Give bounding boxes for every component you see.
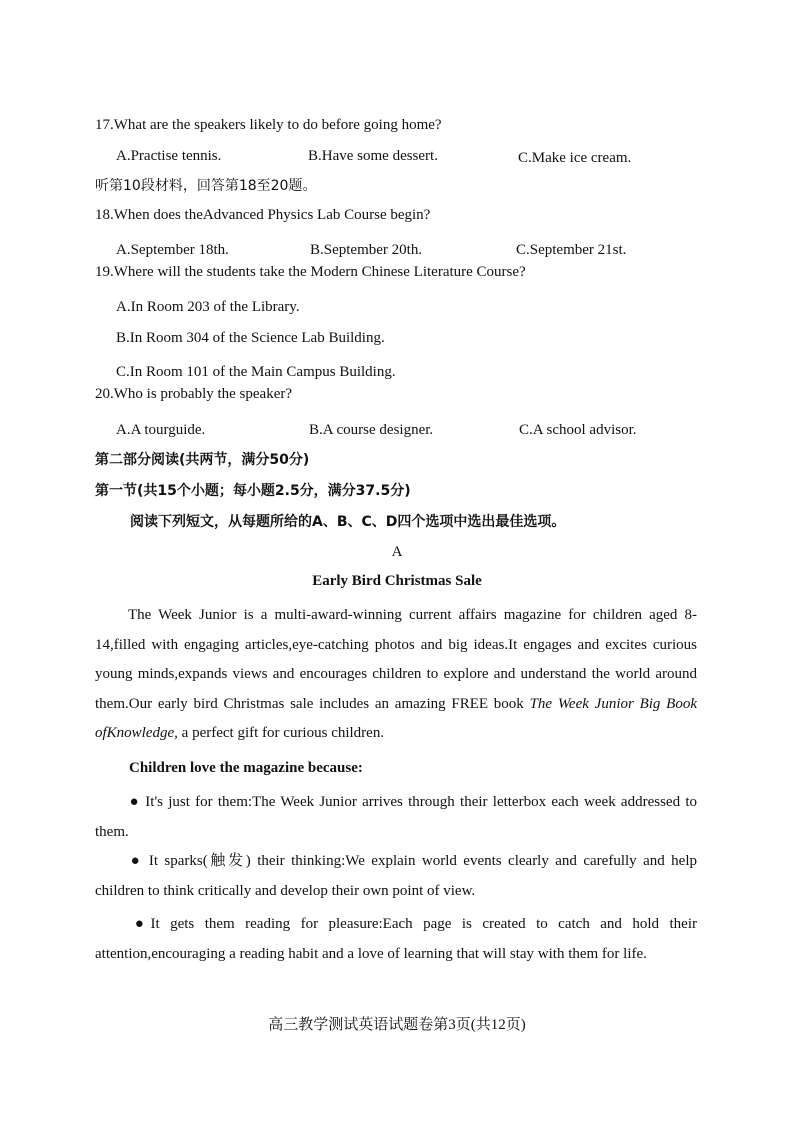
q19-option-a: A.In Room 203 of the Library.	[116, 299, 300, 315]
book-title: The Week Junior Big Book ofKnowledge,	[95, 695, 697, 741]
part2-instruction: 阅读下列短文，从每题所给的A、B、C、D四个选项中选出最佳选项。	[130, 514, 566, 530]
q19-option-b: B.In Room 304 of the Science Lab Building.	[116, 330, 385, 346]
intro-text: The Week Junior is a multi-award-winning current affairs magazine for children aged 8-14,filled with engaging articles,eye-catching photos and big ideas.It engages and excites curious young minds,expands views and encourages children to explore and understand the world around them.Our early bird Christmas sale includes an amazing FREE book	[95, 607, 697, 712]
passage-title: Early Bird Christmas Sale	[312, 573, 482, 589]
bullet-1	[95, 788, 697, 847]
q18-option-a: A.September 18th.	[116, 242, 229, 258]
part2-section1-heading: 第一节(共15个小题；每小题2.5分，满分37.5分)	[95, 483, 411, 499]
question-20-stem: 20.Who is probably the speaker?	[95, 386, 293, 402]
question-19-stem: 19.Where will the students take the Modern Chinese Literature Course?	[95, 264, 526, 280]
part2-heading: 第二部分阅读(共两节，满分50分)	[95, 452, 310, 468]
passage-letter: A	[391, 544, 403, 560]
intro-end: a perfect gift for curious children.	[177, 725, 385, 741]
q20-option-a: A.A tourguide.	[116, 422, 206, 438]
bullet-2	[95, 847, 697, 906]
passage-intro-paragraph	[95, 601, 697, 749]
bullet-1-text: ● It's just for them:The Week Junior arrives through their letterbox each week addressed to them.	[95, 794, 697, 840]
section-10-instruction: 听第10段材料，回答第18至20题。	[95, 178, 317, 194]
q18-option-b: B.September 20th.	[310, 242, 423, 258]
q20-option-b: B.A course designer.	[309, 422, 434, 438]
q19-option-c: C.In Room 101 of the Main Campus Building.	[116, 364, 396, 380]
q17-option-a: A.Practise tennis.	[116, 148, 222, 164]
passage-subheading: Children love the magazine because:	[129, 760, 363, 776]
q17-option-b: B.Have some dessert.	[308, 148, 438, 164]
question-17-stem: 17.What are the speakers likely to do before going home?	[95, 117, 442, 133]
page-footer: 高三教学测试英语试题卷第3页(共12页)	[268, 1017, 526, 1033]
q20-option-c: C.A school advisor.	[519, 422, 637, 438]
q17-option-c: C.Make ice cream.	[518, 150, 632, 166]
bullet-2-text: ● It sparks(触发) their thinking:We explain world events clearly and carefully and help children to think critically and develop their own point of view.	[95, 853, 697, 899]
q18-option-c: C.September 21st.	[516, 242, 627, 258]
bullet-3	[95, 910, 697, 969]
bullet-3-text: ●It gets them reading for pleasure:Each page is created to catch and hold their attention,encouraging a reading habit and a love of learning that will stay with them for life.	[95, 916, 697, 962]
question-18-stem: 18.When does theAdvanced Physics Lab Course begin?	[95, 207, 431, 223]
